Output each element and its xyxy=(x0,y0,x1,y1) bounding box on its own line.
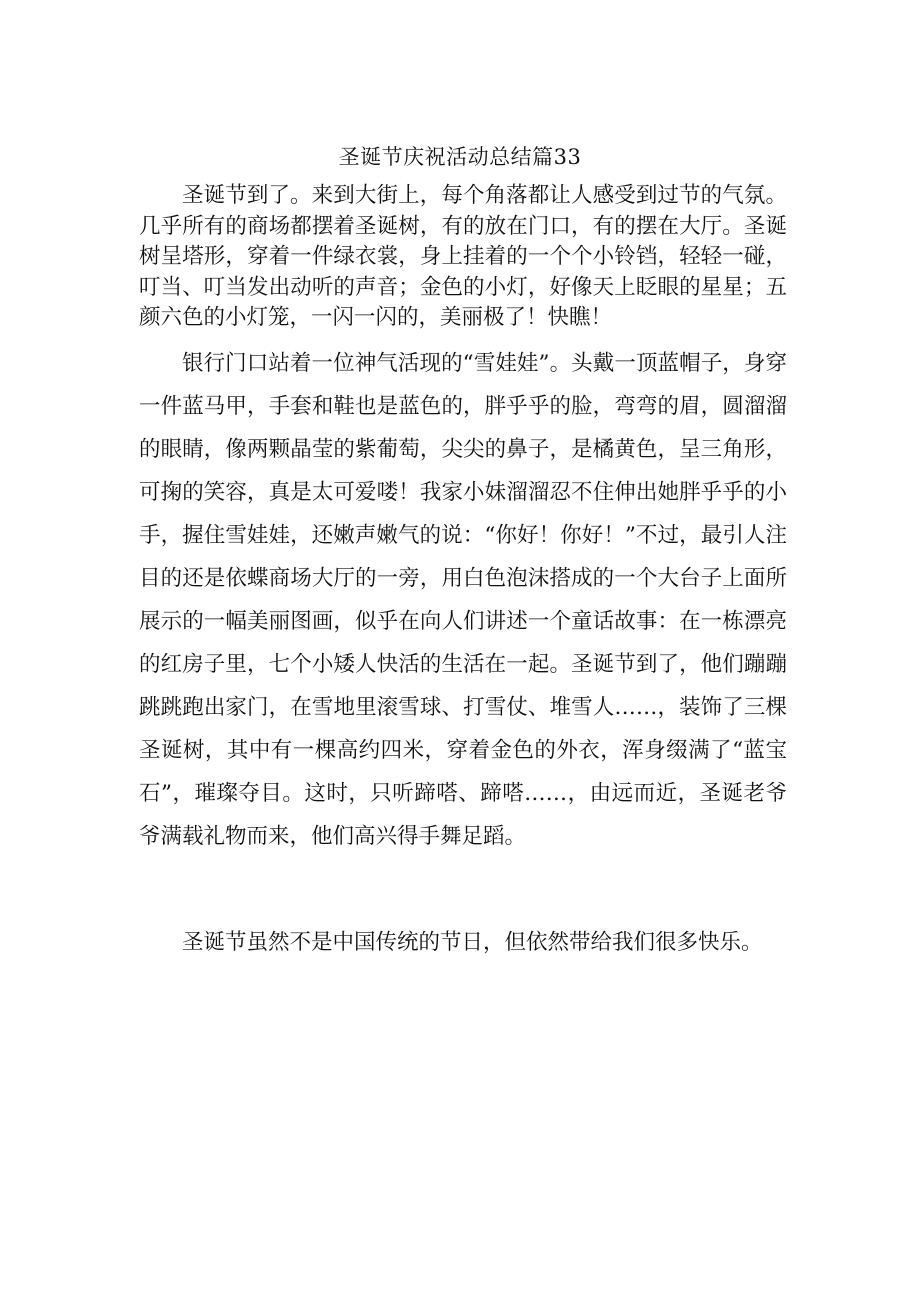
document-title: 圣诞节庆祝活动总结篇33 xyxy=(338,145,582,169)
paragraph-1: 圣诞节到了。来到大街上，每个角落都让人感受到过节的气氛。几乎所有的商场都摆着圣诞树，有的放在门口，有的摆在大厅。圣诞树呈塔形，穿着一件绿衣裳，身上挂着的一个个小铃铛，轻轻一碰，叮当、叮当发出动听的声音；金色的小灯，好像天上眨眼的星星；五颜六色的小灯笼，一闪一闪的，美丽极了！快瞧！ xyxy=(139,183,787,330)
paragraph-3: 圣诞节虽然不是中国传统的节日，但依然带给我们很多快乐。 xyxy=(182,930,763,955)
paragraph-2: 银行门口站着一位神气活现的“雪娃娃”。头戴一顶蓝帽子，身穿一件蓝马甲，手套和鞋也是蓝色的，胖乎乎的脸，弯弯的眉，圆溜溜的眼睛，像两颗晶莹的紫葡萄，尖尖的鼻子，是橘黄色，呈三角形，可掬的笑容，真是太可爱喽！我家小妹溜溜忍不住伸出她胖乎乎的小手，握住雪娃娃，还嫩声嫩气的说：“你好！你好！”不过，最引人注目的还是依蝶商场大厅的一旁，用白色泡沫搭成的一个大台子上面所展示的一幅美丽图画，似乎在向人们讲述一个童话故事：在一栋漂亮的红房子里，七个小矮人快活的生活在一起。圣诞节到了，他们蹦蹦跳跳跑出家门，在雪地里滚雪球、打雪仗、堆雪人……，装饰了三棵圣诞树，其中有一棵高约四米，穿着金色的外衣，浑身缀满了“蓝宝石”，璀璨夺目。这时，只听蹄嗒、蹄嗒……，由远而近，圣诞老爷爷满载礼物而来，他们高兴得手舞足蹈。 xyxy=(139,351,787,849)
